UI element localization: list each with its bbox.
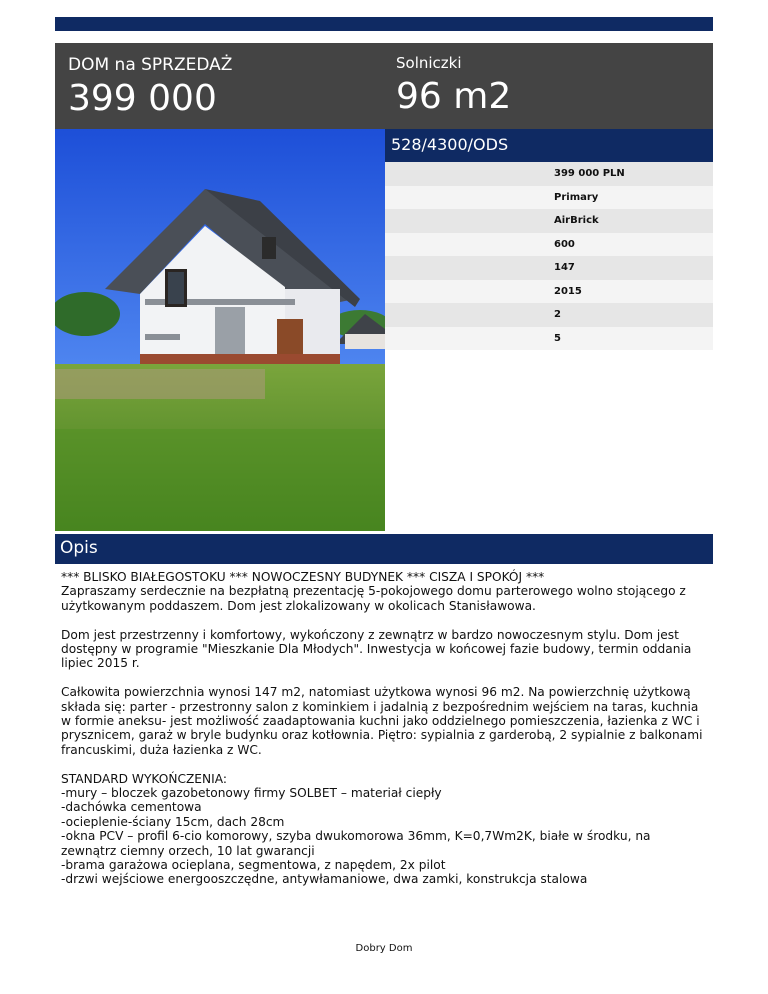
detail-floors: 2 (385, 303, 713, 327)
property-photo (55, 129, 385, 531)
detail-rooms: 5 (385, 327, 713, 351)
detail-total-area: 147 (385, 256, 713, 280)
detail-year: 2015 (385, 280, 713, 304)
detail-price: 399 000 PLN (385, 162, 713, 186)
listing-price: 399 000 (68, 78, 217, 119)
listing-reference: 528/4300/ODS (391, 135, 509, 154)
listing-header (55, 43, 713, 129)
description-heading: Opis (60, 538, 98, 558)
detail-market: Primary (385, 186, 713, 210)
detail-plot: 600 (385, 233, 713, 257)
listing-details-list (385, 162, 713, 350)
description-paragraph: STANDARD WYKOŃCZENIA: -mury – bloczek gazobetonowy firmy SOLBET – materiał ciepły -dachówka cementowa -ocieplenie-ściany 15cm, dach 28cm -okna PCV – profil 6-cio komorowy, szyba dwukomorowa 36mm, K=0,7Wm2K, białe w środku, na zewnątrz ciemny orzech, 10 lat gwarancji -brama garażowa ocieplana, segmentowa, z napędem, 2x pilot -drzwi wejściowe energooszczędne, antywłamaniowe, dwa zamki, konstrukcja stalowa (61, 771, 651, 887)
description-paragraph: Całkowita powierzchnia wynosi 147 m2, natomiast użytkowa wynosi 96 m2. Na powierzchnię użytkową składa się: parter - przestronny salon z kominkiem i jadalnią z bezpośrednim wejściem na taras, kuchnia w formie aneksu- jest możliwość zaadaptowania kuchni jako oddzielnego pomieszczenia, łazienka z WC i prysznicem, garaż w bryle budynku oraz kotłownia. Piętro: sypialnia z garderobą, 2 sypialnie z balkonami francuskimi, duża łazienka z WC. (61, 685, 703, 757)
listing-location: Solniczki (396, 54, 462, 72)
footer-agency: Dobry Dom (355, 943, 413, 954)
description-paragraph: *** BLISKO BIAŁEGOSTOKU *** NOWOCZESNY BUDYNEK *** CISZA I SPOKÓJ *** Zapraszamy serdecznie na bezpłatną prezentację 5-pokojowego domu parterowego wolno stojącego z użytkowanym poddaszem. Dom jest zlokalizowany w okolicach Stanisławowa. (61, 570, 686, 613)
listing-area: 96 m2 (396, 76, 512, 117)
listing-type-label: DOM na SPRZEDAŻ (68, 55, 233, 75)
top-accent-bar (55, 17, 713, 31)
description-heading-bar (55, 534, 713, 564)
detail-material: AirBrick (385, 209, 713, 233)
listing-reference-bar (385, 129, 713, 162)
description-paragraph: Dom jest przestrzenny i komfortowy, wykończony z zewnątrz w bardzo nowoczesnym stylu. Dom jest dostępny w programie "Mieszkanie Dla Młodych". Inwestycja w końcowej fazie budowy, termin oddania lipiec 2015 r. (61, 627, 692, 671)
description-body (61, 570, 709, 901)
